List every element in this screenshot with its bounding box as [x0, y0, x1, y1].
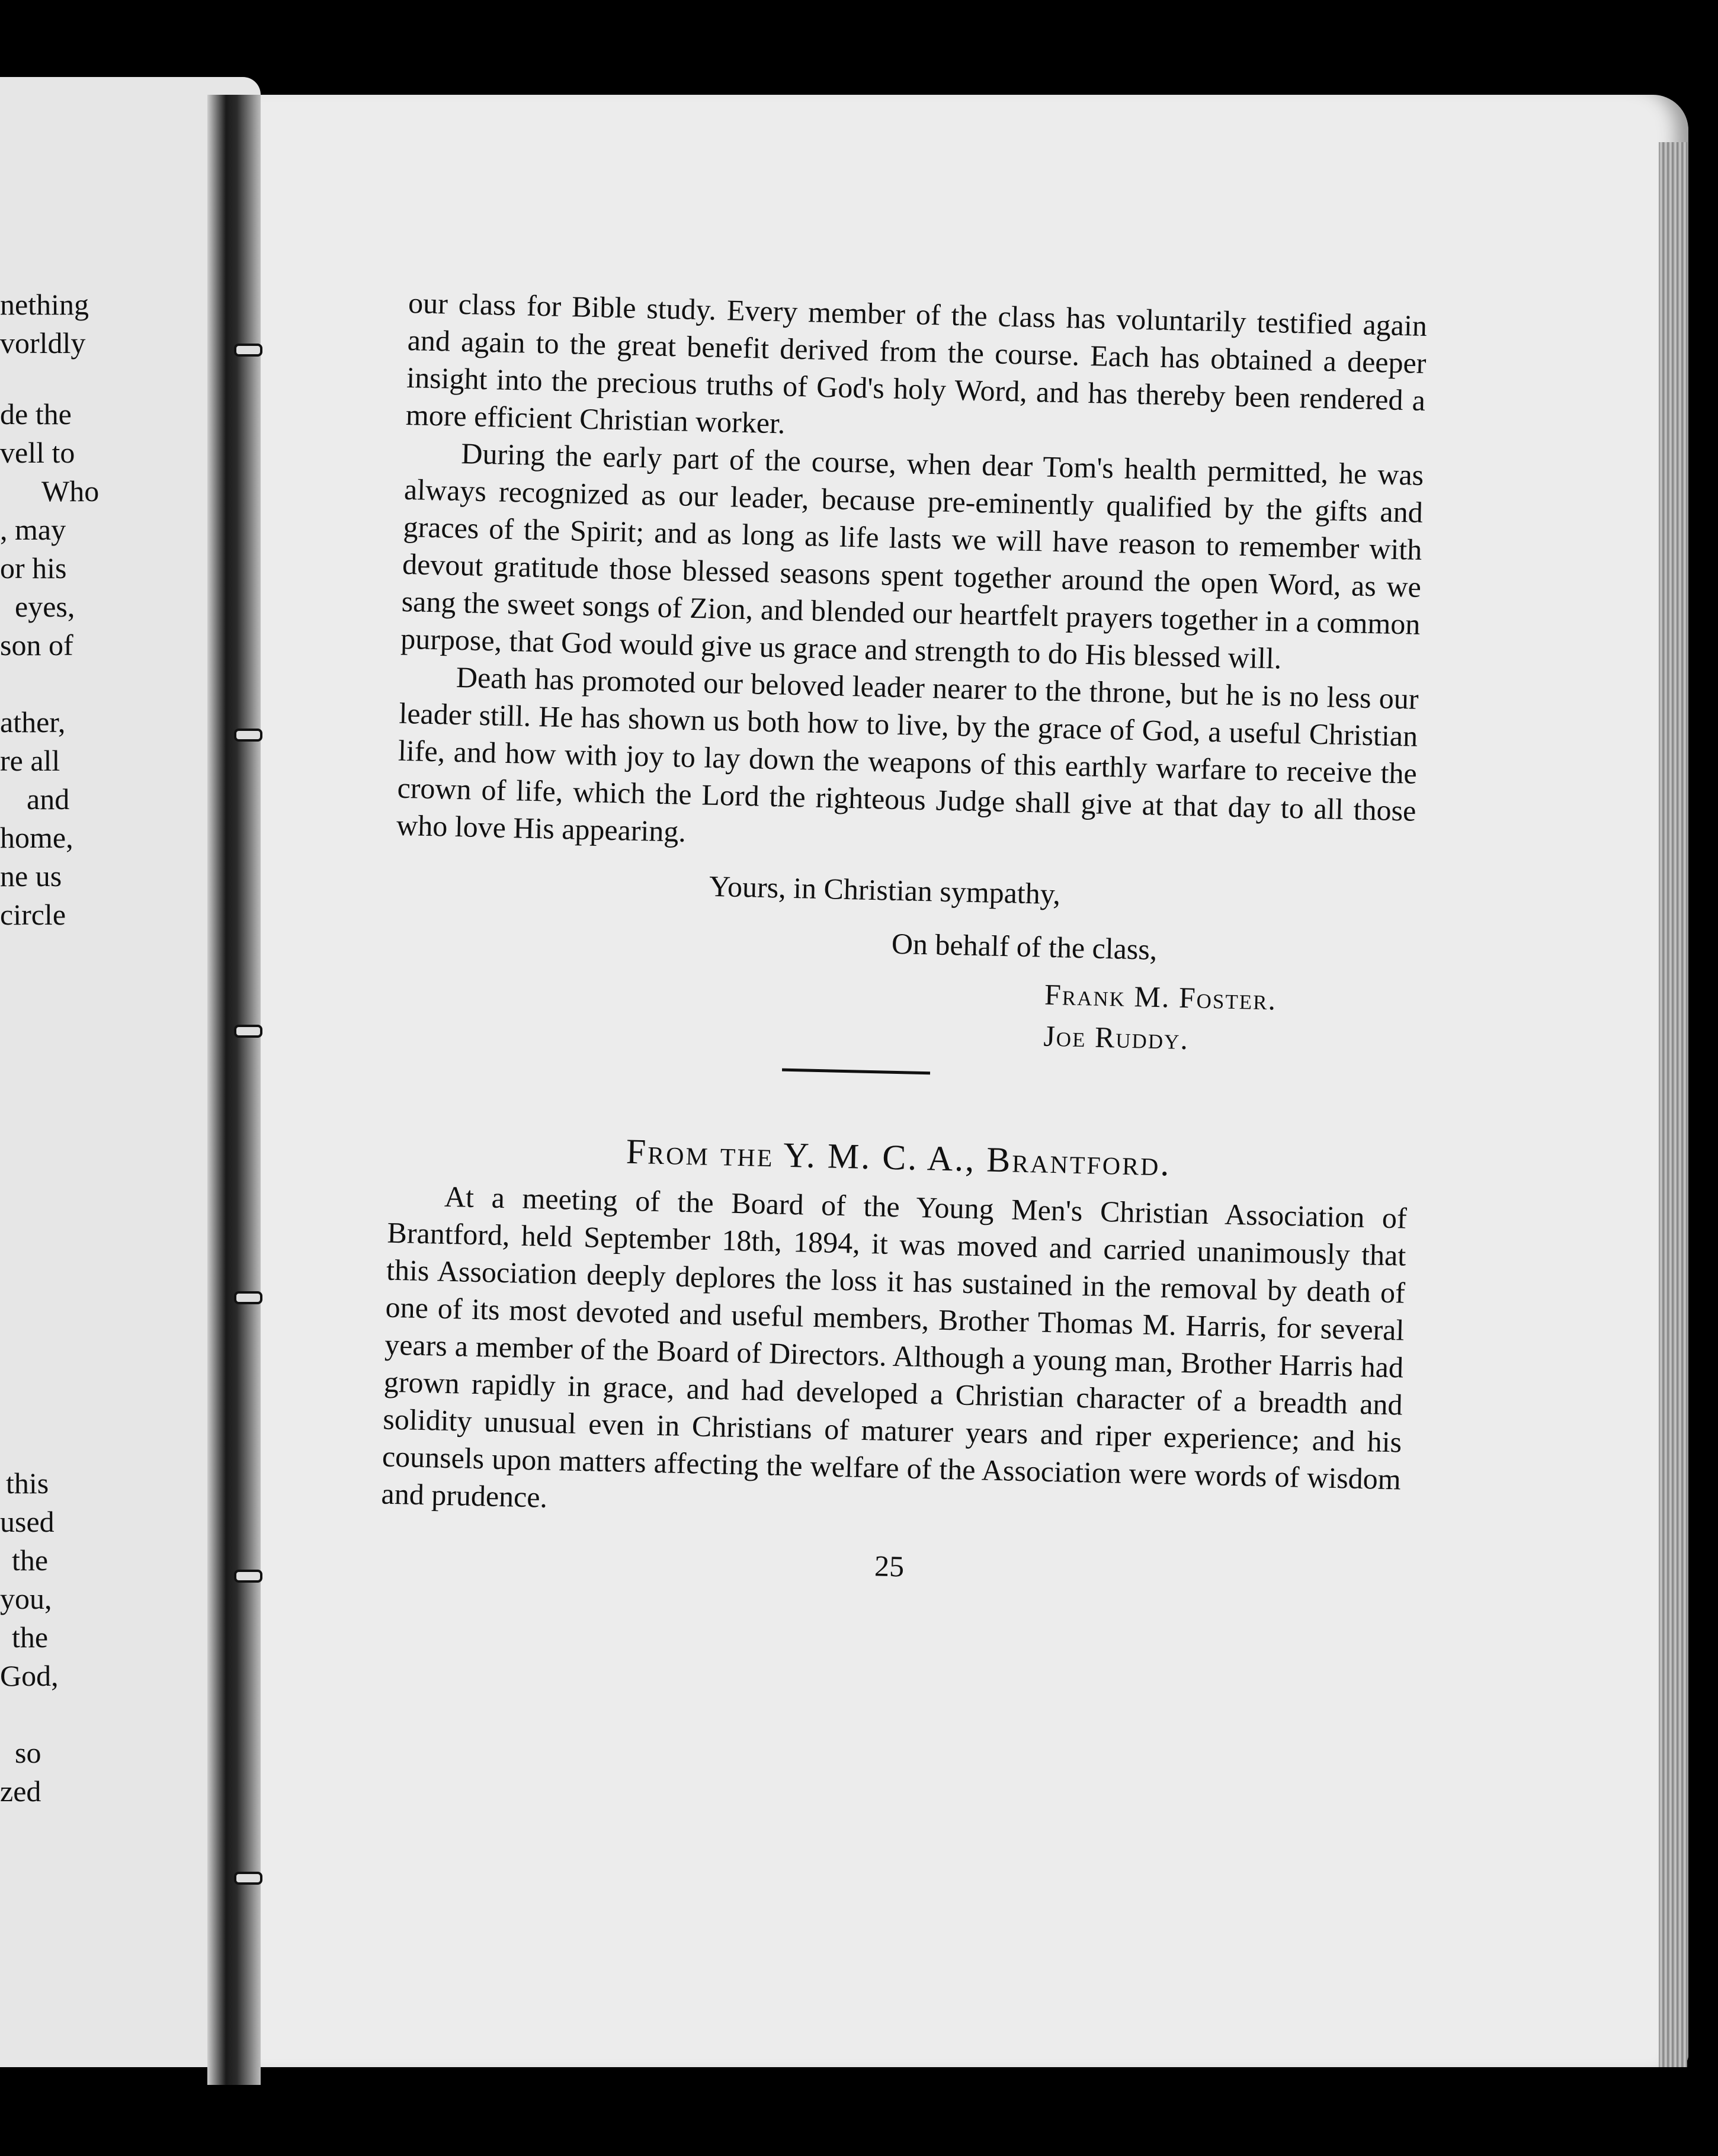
left-fragment: so	[15, 1736, 41, 1769]
behalf-line: On behalf of the class,	[891, 926, 1158, 966]
left-fragment: the	[12, 1621, 49, 1654]
signer-name: Joe Ruddy.	[1043, 1019, 1190, 1056]
left-fragment: de the	[0, 397, 72, 431]
section-paragraph: At a meeting of the Board of the Young Men's Christian Association of Brantford, held September 18th, 1894, it was moved and carried unanimously that this Association deeply deplores the loss it has sustained in the removal by death of one of its most devoted and useful members, Brother Thomas M. Harris, for several years a member of the Board of Directors. Although a young man, Brother Harris had grown rapidly in grace, and had developed a Christian character of a breadth and solidity unusual even in Christians of maturer years and riper experience; and his counsels upon matters affecting the welfare of the Association were words of wisdom and prudence.	[381, 1179, 1408, 1514]
left-fragment: vell to	[0, 436, 75, 469]
page-number: 25	[874, 1549, 905, 1583]
binding-stitch	[234, 729, 262, 742]
left-fragment: home,	[0, 821, 73, 854]
left-fragment: ne us	[0, 859, 62, 893]
left-fragment: the	[12, 1544, 49, 1577]
left-fragment: ather,	[0, 705, 66, 739]
left-fragment: vorldly	[0, 326, 86, 360]
left-fragment: nething	[0, 288, 89, 321]
left-fragment: Who	[41, 474, 100, 508]
page-edge	[1659, 142, 1687, 2067]
binding-stitch	[234, 344, 262, 357]
left-fragment: circle	[0, 898, 66, 931]
letter-signature	[392, 852, 1415, 1065]
section-divider	[782, 1069, 930, 1075]
left-fragment: you,	[0, 1582, 52, 1615]
left-fragment: son of	[0, 628, 73, 662]
letter-paragraph-3: Death has promoted our beloved leader nearer to the throne, but he is no less our leader still. He has shown us both how to live, by the grace of God, a useful Christian life, and how with joy to lay down the weapons of this earthly warfare to receive the crown of life, which the Lord the righteous Judge shall give at that day to all those who love His appearing.	[396, 660, 1419, 848]
left-fragment: God,	[0, 1659, 59, 1692]
section-heading: From the Y. M. C. A., Brantford.	[626, 1131, 1172, 1183]
binding-stitch	[234, 1025, 262, 1038]
signer-name: Frank M. Foster.	[1044, 977, 1277, 1016]
left-fragment: re all	[0, 744, 60, 777]
left-fragment: , may	[0, 513, 66, 546]
closing-line: Yours, in Christian sympathy,	[709, 869, 1061, 911]
binding-stitch	[234, 1570, 262, 1583]
left-fragment: this	[6, 1467, 49, 1500]
left-fragment: used	[0, 1505, 55, 1538]
left-fragment: and	[27, 782, 70, 816]
book-binding	[207, 95, 261, 2085]
left-fragment: eyes,	[15, 590, 75, 623]
binding-stitch	[234, 1291, 262, 1304]
binding-stitch	[234, 1872, 262, 1885]
left-fragment: zed	[0, 1775, 41, 1808]
page-text	[380, 284, 1428, 1596]
left-fragment: or his	[0, 551, 67, 585]
letter-paragraph-2: During the early part of the course, when dear Tom's health permitted, he was always recognized as our leader, because pre-eminently qualified by the gifts and graces of the Spirit; and as long as life lasts we will have reason to remember with devout gratitude those blessed seasons spent together around the open Word, as we sang the sweet songs of Zion, and blended our heartfelt prayers together in a common purpose, that God would give us grace and strength to do His blessed will.	[400, 437, 1424, 675]
letter-paragraph-1: our class for Bible study. Every member of the class has voluntarily testified again and again to the great benefit derived from the course. Each has obtained a deeper insight into the precious truths of God's holy Word, and has thereby been rendered a more efficient Christian worker.	[405, 285, 1428, 440]
